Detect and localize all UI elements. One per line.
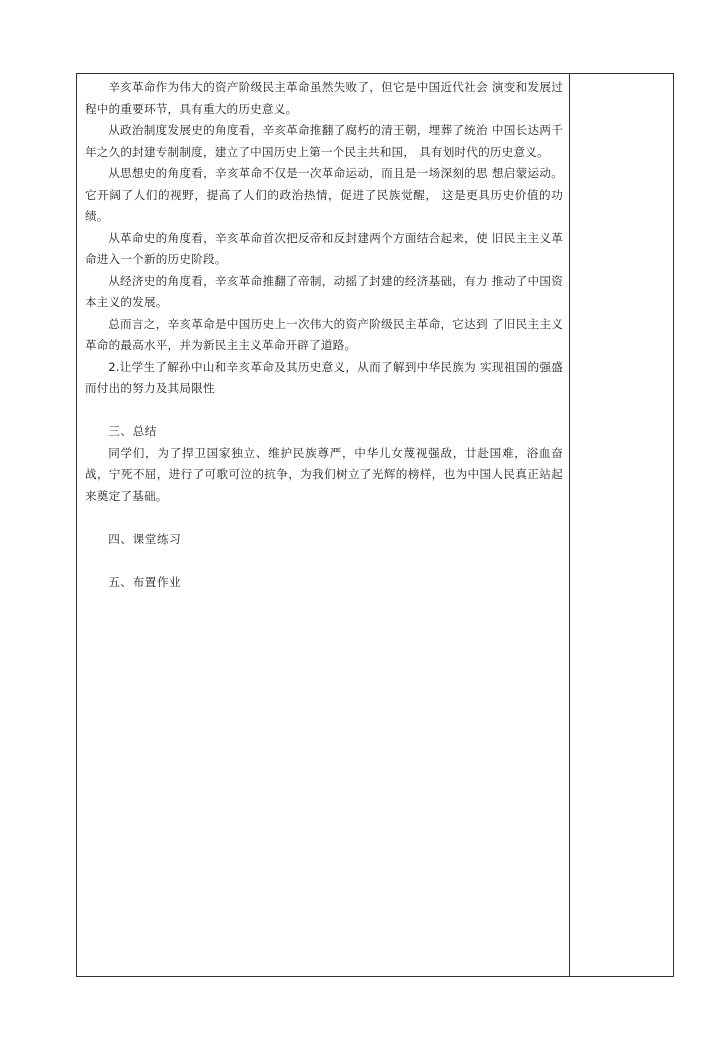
spacer [85, 507, 563, 529]
heading-homework: 五、布置作业 [108, 574, 182, 589]
spacer [85, 550, 563, 572]
paragraph-economic: 从经济史的角度看，辛亥革命推翻了帝制，动摇了封建的经济基础，有力 推动了中国资本主义的发展。 [85, 273, 563, 309]
paragraph-significance: 辛亥革命作为伟大的资产阶级民主革命虽然失败了，但它是中国近代社会 演变和发展过程中的重要环节，具有重大的历史意义。 [85, 80, 563, 116]
lesson-table [76, 73, 674, 977]
paragraph-summary: 同学们，为了捍卫国家独立、维护民族尊严，中华儿女蔑视强敌，廿赴国难，浴血奋战，宁死不屈，进行了可歌可泣的抗争，为我们树立了光辉的榜样，也为中国人民真正站起来奠定了基础。 [85, 445, 563, 503]
heading-practice: 四、课堂练习 [108, 531, 182, 546]
paragraph-ideological: 从思想史的角度看，辛亥革命不仅是一次革命运动，而且是一场深刻的思 想启蒙运动。它开阔了人们的视野，提高了人们的政治热情，促进了民族觉醒， 这是更具历史价值的功绩。 [85, 166, 563, 223]
paragraph-revolutionary: 从革命史的角度看，辛亥革命首次把反帝和反封建两个方面结合起来，使 旧民主主义革命进入一个新的历史阶段。 [85, 230, 563, 266]
paragraph-objective-2: 2.让学生了解孙中山和辛亥革命及其历史意义，从而了解到中华民族为 实现祖国的强盛而付出的努力及其局限性 [85, 359, 563, 395]
paragraph-political: 从政治制度发展史的角度看，辛亥革命推翻了腐朽的清王朝，埋葬了统治 中国长达两千年之久的封建专制制度，建立了中国历史上第一个民主共和国， 具有划时代的历史意义。 [85, 123, 563, 159]
paragraph-conclusion: 总而言之，辛亥革命是中国历史上一次伟大的资产阶级民主革命，它达到 了旧民主主义革命的最高水平，并为新民主主义革命开辟了道路。 [85, 316, 563, 352]
lesson-content-cell [85, 77, 563, 593]
notes-cell [570, 74, 674, 976]
spacer [85, 400, 563, 422]
heading-summary: 三、总结 [108, 424, 157, 438]
